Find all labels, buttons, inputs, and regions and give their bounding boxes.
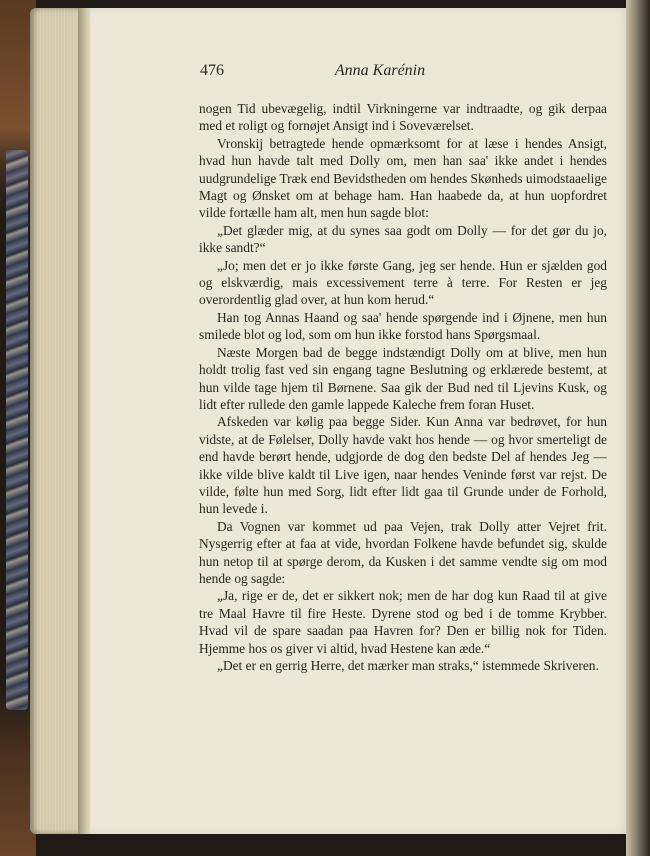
paragraph: „Det glæder mig, at du synes saa godt om Dolly — for det gør du jo, ikke sandt?“ [199, 222, 607, 256]
paragraph: „Det er en gerrig Herre, det mærker man straks,“ istemmede Skriveren. [217, 658, 599, 673]
paragraph: Da Vognen var kommet ud paa Vejen, trak Dolly atter Vejret frit. Nysgerrig efter at faa at vide, hvordan Folkene havde befundet sig, skulde hun netop til at spørge derom, da Kusken i det samme vendte sig om mod hende og sagde: [199, 518, 607, 586]
paragraph: Afskeden var kølig paa begge Sider. Kun Anna var bedrøvet, for hun vidste, at de Følelser, Dolly havde vakt hos hende — og hvor smerteligt de end havde berørt hende, udgjorde de dog den bedste Del af hendes Jeg — ikke vilde blive kaldt til Live igen, naar hendes Veninde først var rejst. De vilde, følte hun med Sorg, lidt efter lidt gaa til Grunde under de Forhold, hun levede i. [199, 414, 607, 517]
paragraph: „Ja, rige er de, det er sikkert nok; men de har dog kun Raad til at give tre Maal Havre til fire Heste. Dyrene stod og bed i de tomme Krybber. Hvad vil de spare saadan paa Havren for? Den er billig nok for Tiden. Hjemme hos os giver vi altid, hvad Hestene kan æde.“ [199, 588, 607, 656]
paragraph: Han tog Annas Haand og saa' hende spørgende ind i Øjnene, men hun smilede blot og lod, som om hun ikke forstod hans Spørgsmaal. [199, 309, 607, 343]
page-header [110, 62, 610, 88]
body-text [199, 100, 607, 674]
paragraph: Vronskij betragtede hende opmærksomt for at læse i hendes Ansigt, hvad hun havde talt med Dolly om, men han saa' ikke andet i hendes uudgrundelige Træk end Bevidstheden om hendes Skønheds uimodstaaelige Magt og Ønsket om at behage ham. Han haabede da, at hun uopfordret vilde fortælle ham alt, men hun sagde blot: [199, 135, 607, 221]
marbled-endpaper [6, 150, 28, 710]
paragraph: nogen Tid ubevægelig, indtil Virkningerne var indtraadte, og gik derpaa med et roligt og fornøjet Ansigt ind i Soveværelset. [199, 101, 607, 134]
running-title: Anna Karénin [334, 62, 426, 79]
paragraph: „Jo; men det er jo ikke første Gang, jeg ser hende. Hun er sjælden god og elskværdig, mais excessivement terre à terre. For Resten er jeg overordentlig glad over, at hun kom herud.“ [199, 257, 607, 308]
page-stack-edge [30, 8, 82, 834]
page-right-edge [626, 0, 650, 856]
paragraph: Næste Morgen bad de begge indstændigt Dolly om at blive, men hun holdt trolig fast ved sin engang tagne Beslutning og erklærede bestemt, at hun vilde tage hjem til Børnene. Saa gik der Bud ned til Ljevins Kusk, og lidt efter rullede den gamle lappede Kaleche frem foran Huset. [199, 344, 607, 412]
page-number: 476 [200, 62, 224, 79]
